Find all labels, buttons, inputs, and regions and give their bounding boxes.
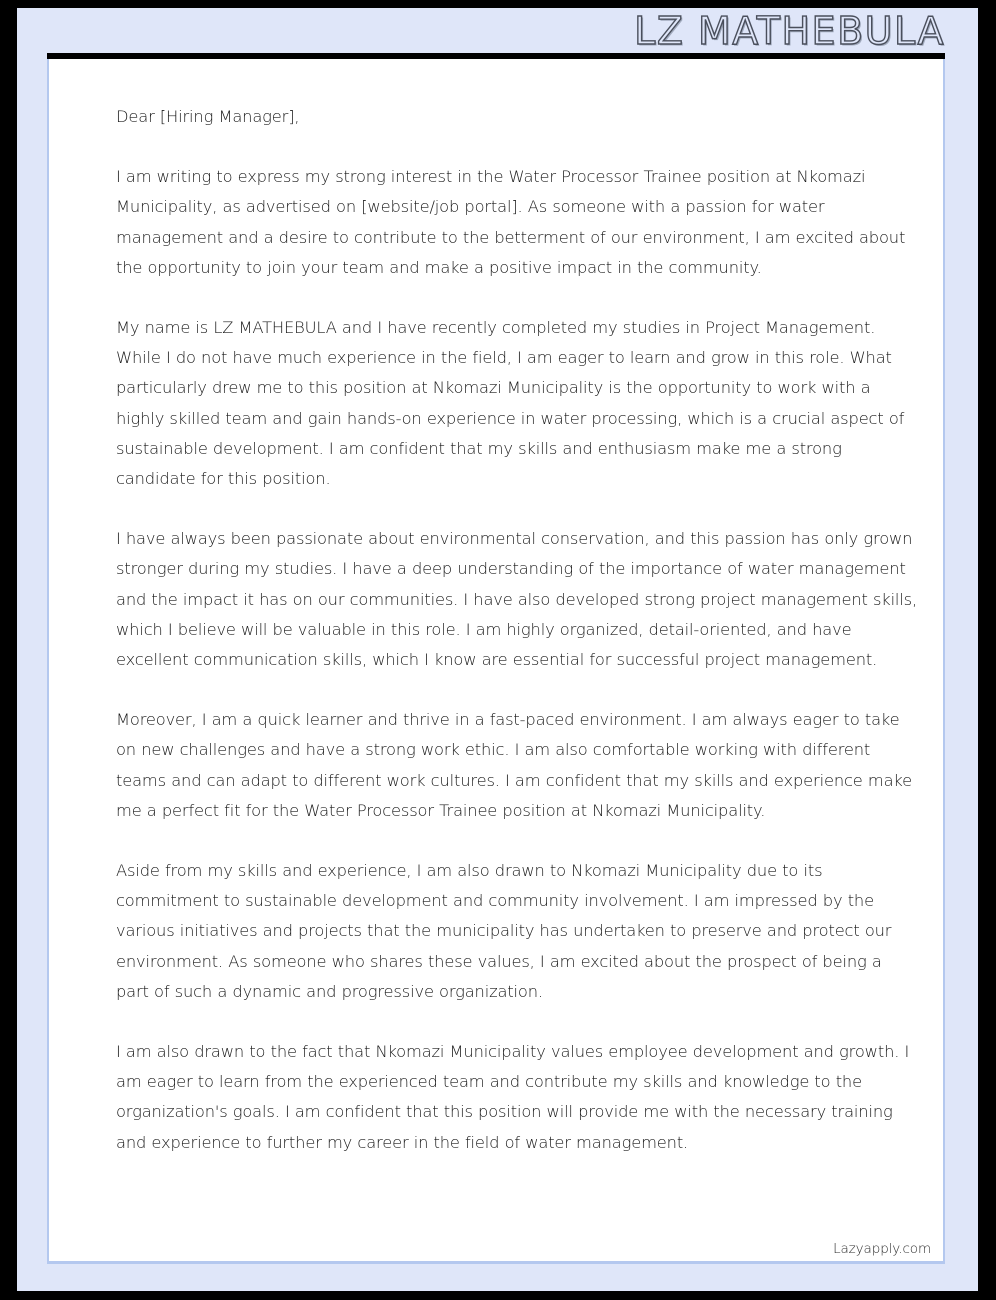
- salutation: Dear [Hiring Manager],: [116, 107, 300, 126]
- letter-paragraph: My name is LZ MATHEBULA and I have recently completed my studies in Project Management. While I do not have much experience in the field, I am eager to learn and grow in this role. What particularly drew me to this position at Nkomazi Municipality is the opportunity to work with a highly skilled team and gain hands-on experience in water processing, which is a crucial aspect of sustainable development. I am confident that my skills and enthusiasm make me a strong candidate for this position.: [116, 318, 905, 489]
- document-header: [17, 8, 978, 53]
- letter-body: [49, 59, 945, 1158]
- letter-paragraph: I am also drawn to the fact that Nkomazi Municipality values employee development and growth. I am eager to learn from the experienced team and contribute my skills and knowledge to the organization's goals. I am confident that this position will provide me with the necessary training and experience to further my career in the field of water management.: [116, 1042, 910, 1152]
- letter-sheet: [47, 59, 945, 1264]
- letter-paragraph: Moreover, I am a quick learner and thrive in a fast-paced environment. I am always eager to take on new challenges and have a strong work ethic. I am also comfortable working with different teams and can adapt to different work cultures. I am confident that my skills and experience make me a perfect fit for the Water Processor Trainee position at Nkomazi Municipality.: [116, 710, 912, 820]
- document-canvas: [17, 8, 978, 1291]
- page-title: LZ MATHEBULA: [634, 8, 945, 53]
- letter-paragraph: I am writing to express my strong interest in the Water Processor Trainee position at Nkomazi Municipality, as advertised on [website/job portal]. As someone with a passion for water management and a desire to contribute to the betterment of our environment, I am excited about the opportunity to join your team and make a positive impact in the community.: [116, 167, 906, 277]
- letter-paragraph: Aside from my skills and experience, I am also drawn to Nkomazi Municipality due to its commitment to sustainable development and community involvement. I am impressed by the various initiatives and projects that the municipality has undertaken to preserve and protect our environment. As someone who shares these values, I am excited about the prospect of being a part of such a dynamic and progressive organization.: [116, 861, 892, 1001]
- letter-paragraph: I have always been passionate about environmental conservation, and this passion has only grown stronger during my studies. I have a deep understanding of the importance of water management and the impact it has on our communities. I have also developed strong project management skills, which I believe will be valuable in this role. I am highly organized, detail-oriented, and have excellent communication skills, which I know are essential for successful project management.: [116, 529, 918, 670]
- site-watermark: Lazyapply.com: [833, 1241, 931, 1257]
